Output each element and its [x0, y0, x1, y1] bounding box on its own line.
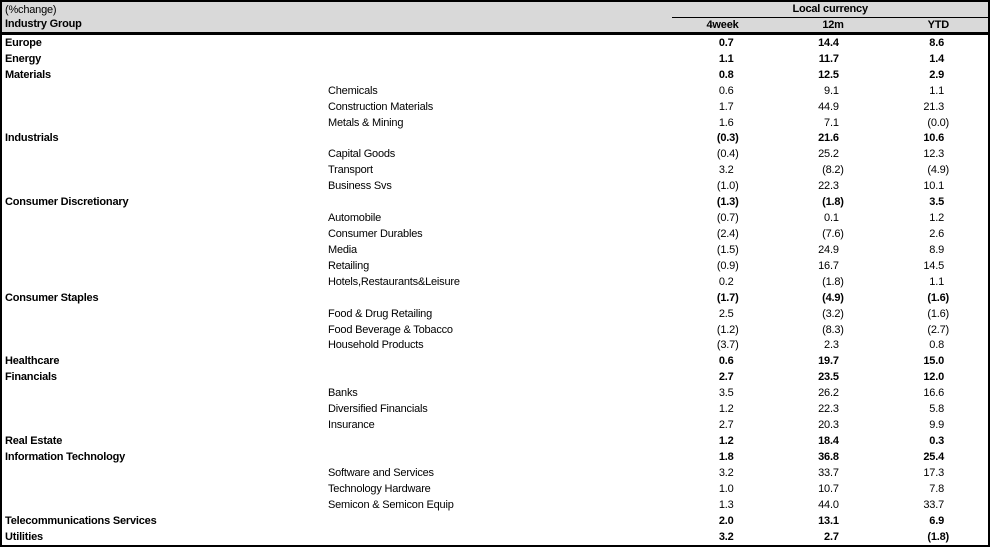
value-text: 14.5 — [923, 259, 944, 272]
value-cell-12m — [778, 449, 883, 465]
subindustry-label: Household Products — [328, 339, 424, 352]
value-cell-4week — [672, 115, 777, 131]
value-text: 2.7 — [824, 530, 839, 543]
value-text: 25.4 — [923, 450, 944, 463]
value-cell-ytd — [883, 338, 989, 354]
industry-label: Information Technology — [5, 450, 126, 463]
value-cell-12m — [778, 369, 883, 385]
value-cell-12m — [778, 433, 883, 449]
industry-label: Financials — [5, 371, 57, 384]
table-row — [1, 131, 989, 147]
value-cell-ytd — [883, 465, 989, 481]
value-cell-ytd — [883, 401, 989, 417]
value-cell-12m — [778, 306, 883, 322]
value-cell-12m — [778, 146, 883, 162]
value-text: 6.9 — [929, 514, 944, 527]
value-cell-4week — [672, 417, 777, 433]
value-cell-4week — [672, 226, 777, 242]
value-cell-ytd — [883, 433, 989, 449]
table-row — [1, 513, 989, 529]
value-text: 0.2 — [718, 275, 734, 288]
value-text: 2.0 — [718, 514, 734, 527]
value-text: 9.9 — [929, 419, 944, 432]
value-text: 19.7 — [818, 355, 839, 368]
value-text: 21.3 — [923, 100, 944, 113]
value-cell-12m — [778, 417, 883, 433]
value-cell-ytd — [883, 131, 989, 147]
value-text: 2.9 — [929, 68, 944, 81]
value-cell-4week — [672, 497, 777, 513]
value-cell-12m — [778, 99, 883, 115]
column-header-12m: 12m — [778, 17, 883, 33]
value-text: (0.9) — [716, 259, 739, 272]
value-cell-4week — [672, 306, 777, 322]
table-row — [1, 162, 989, 178]
value-cell-ytd — [883, 369, 989, 385]
subindustry-label: Automobile — [328, 212, 382, 225]
value-cell-ytd — [883, 481, 989, 497]
table-row — [1, 306, 989, 322]
column-header-ytd: YTD — [883, 17, 989, 33]
value-text: 8.9 — [929, 243, 944, 256]
table-row — [1, 178, 989, 194]
value-text: (0.0) — [927, 116, 949, 129]
value-text: 1.1 — [718, 52, 734, 65]
subindustry-label: Capital Goods — [328, 148, 396, 161]
industry-label: Healthcare — [5, 355, 60, 368]
value-text: 17.3 — [923, 466, 944, 479]
table-row — [1, 322, 989, 338]
value-text: 23.5 — [818, 371, 839, 384]
value-cell-4week — [672, 465, 777, 481]
industry-label: Utilities — [5, 530, 43, 543]
value-cell-12m — [778, 353, 883, 369]
value-cell-12m — [778, 513, 883, 529]
value-text: (2.7) — [927, 323, 949, 336]
value-cell-ytd — [883, 513, 989, 529]
value-cell-ytd — [883, 449, 989, 465]
value-text: 2.7 — [718, 371, 734, 384]
value-cell-ytd — [883, 417, 989, 433]
subindustry-label: Food Beverage & Tobacco — [328, 323, 453, 336]
value-text: 2.3 — [824, 339, 839, 352]
subindustry-label: Insurance — [328, 419, 375, 432]
value-text: 20.3 — [818, 419, 839, 432]
value-cell-12m — [778, 162, 883, 178]
table-row — [1, 194, 989, 210]
value-cell-4week — [672, 210, 777, 226]
column-header-4week: 4week — [672, 17, 777, 33]
value-cell-12m — [778, 465, 883, 481]
table-row — [1, 401, 989, 417]
table-row — [1, 353, 989, 369]
value-text: 13.1 — [818, 514, 839, 527]
value-cell-12m — [778, 83, 883, 99]
value-cell-ytd — [883, 353, 989, 369]
value-text: 3.2 — [718, 530, 734, 543]
value-cell-4week — [672, 513, 777, 529]
local-currency-group-header: Local currency — [672, 1, 989, 17]
value-cell-12m — [778, 242, 883, 258]
value-text: 1.1 — [929, 275, 944, 288]
subindustry-label: Consumer Durables — [328, 228, 423, 240]
value-text: 24.9 — [818, 243, 839, 256]
value-cell-4week — [672, 146, 777, 162]
subindustry-label: Business Svs — [328, 180, 392, 193]
value-cell-4week — [672, 178, 777, 194]
value-text: (1.8) — [822, 196, 844, 209]
table-row — [1, 146, 989, 162]
value-cell-12m — [778, 338, 883, 354]
table-row — [1, 417, 989, 433]
value-cell-4week — [672, 131, 777, 147]
value-cell-12m — [778, 274, 883, 290]
value-cell-12m — [778, 258, 883, 274]
value-text: 1.1 — [929, 84, 944, 97]
value-text: 22.3 — [818, 403, 839, 416]
value-cell-4week — [672, 194, 777, 210]
value-text: 10.7 — [818, 482, 839, 495]
value-cell-12m — [778, 131, 883, 147]
value-cell-12m — [778, 33, 883, 51]
industry-label: Industrials — [5, 132, 59, 145]
value-text: 0.8 — [929, 339, 944, 352]
value-text: 0.3 — [929, 434, 944, 447]
value-cell-ytd — [883, 162, 989, 178]
value-cell-4week — [672, 481, 777, 497]
table-row — [1, 226, 989, 242]
value-text: 12.3 — [923, 148, 944, 161]
value-cell-ytd — [883, 99, 989, 115]
table-row — [1, 385, 989, 401]
value-cell-12m — [778, 385, 883, 401]
value-cell-12m — [778, 322, 883, 338]
value-cell-4week — [672, 162, 777, 178]
value-cell-12m — [778, 178, 883, 194]
value-text: (1.6) — [927, 307, 949, 320]
value-cell-ytd — [883, 529, 989, 546]
table-row — [1, 433, 989, 449]
value-cell-ytd — [883, 274, 989, 290]
table-row — [1, 51, 989, 67]
value-text: 3.2 — [718, 164, 734, 177]
value-text: 3.2 — [718, 466, 734, 479]
table-row — [1, 529, 989, 546]
subindustry-label: Metals & Mining — [328, 116, 404, 129]
value-cell-12m — [778, 67, 883, 83]
value-text: 3.5 — [718, 387, 734, 400]
value-text: 11.7 — [818, 52, 839, 65]
value-text: (8.2) — [822, 164, 844, 177]
value-text: 0.1 — [824, 212, 839, 225]
value-text: (1.8) — [927, 530, 949, 543]
value-text: (1.3) — [716, 196, 739, 209]
table-body — [1, 33, 989, 546]
subindustry-label: Semicon & Semicon Equip — [328, 498, 454, 511]
industry-label: Real Estate — [5, 434, 63, 447]
value-text: 26.2 — [818, 387, 839, 400]
value-text: 8.6 — [929, 36, 944, 49]
value-cell-12m — [778, 401, 883, 417]
value-cell-ytd — [883, 146, 989, 162]
value-text: (1.8) — [822, 275, 844, 288]
value-cell-4week — [672, 433, 777, 449]
value-text: 1.7 — [718, 100, 734, 113]
value-cell-ytd — [883, 115, 989, 131]
value-text: (4.9) — [822, 291, 844, 304]
value-text: 12.5 — [818, 68, 839, 81]
value-text: 7.8 — [929, 482, 944, 495]
industry-label: Energy — [5, 52, 42, 65]
table-row — [1, 481, 989, 497]
subindustry-label: Food & Drug Retailing — [328, 307, 433, 320]
value-text: 2.5 — [718, 307, 734, 320]
table-row — [1, 465, 989, 481]
value-text: (0.7) — [716, 212, 739, 225]
value-cell-4week — [672, 290, 777, 306]
value-text: 0.8 — [718, 68, 734, 81]
value-cell-ytd — [883, 194, 989, 210]
value-text: 1.6 — [718, 116, 734, 129]
value-text: 44.9 — [818, 100, 839, 113]
value-text: (1.7) — [716, 291, 739, 304]
table-row — [1, 99, 989, 115]
subindustry-label: Chemicals — [328, 84, 378, 97]
value-text: 0.6 — [718, 84, 734, 97]
value-text: (2.4) — [716, 228, 739, 240]
value-text: 0.7 — [718, 36, 734, 49]
value-cell-4week — [672, 322, 777, 338]
table-row — [1, 83, 989, 99]
value-cell-12m — [778, 290, 883, 306]
value-cell-4week — [672, 401, 777, 417]
table-row — [1, 67, 989, 83]
table-header — [1, 1, 989, 33]
value-cell-4week — [672, 242, 777, 258]
value-text: 2.7 — [718, 419, 734, 432]
value-cell-ytd — [883, 290, 989, 306]
value-cell-ytd — [883, 322, 989, 338]
industry-label: Consumer Staples — [5, 291, 99, 304]
value-cell-ytd — [883, 210, 989, 226]
value-text: 9.1 — [824, 84, 839, 97]
value-cell-12m — [778, 226, 883, 242]
value-cell-4week — [672, 67, 777, 83]
table-row — [1, 449, 989, 465]
value-cell-4week — [672, 338, 777, 354]
table-row — [1, 338, 989, 354]
value-cell-ytd — [883, 83, 989, 99]
industry-label: Telecommunications Services — [5, 514, 157, 527]
value-cell-4week — [672, 258, 777, 274]
value-text: 16.7 — [818, 259, 839, 272]
value-cell-12m — [778, 529, 883, 546]
subindustry-label: Media — [328, 243, 357, 256]
value-text: 33.7 — [818, 466, 839, 479]
value-cell-4week — [672, 369, 777, 385]
table-row — [1, 258, 989, 274]
subindustry-label: Software and Services — [328, 466, 434, 479]
value-text: 14.4 — [818, 36, 839, 49]
value-cell-4week — [672, 83, 777, 99]
subindustry-label: Banks — [328, 387, 358, 400]
value-cell-4week — [672, 449, 777, 465]
subindustry-label: Retailing — [328, 259, 370, 272]
value-cell-4week — [672, 274, 777, 290]
value-text: 21.6 — [818, 132, 839, 145]
value-text: 1.8 — [718, 450, 734, 463]
table-row — [1, 115, 989, 131]
table-row — [1, 210, 989, 226]
value-text: 2.6 — [929, 228, 944, 240]
industry-group-column-header: Industry Group — [1, 17, 672, 33]
subindustry-label: Transport — [328, 164, 373, 177]
value-text: 16.6 — [923, 387, 944, 400]
value-text: (0.3) — [716, 132, 739, 145]
pct-change-label: (%change) — [5, 3, 57, 16]
subindustry-label: Diversified Financials — [328, 403, 428, 416]
value-text: 1.0 — [718, 482, 734, 495]
value-text: 22.3 — [818, 180, 839, 193]
value-text: (1.5) — [716, 243, 739, 256]
value-cell-ytd — [883, 226, 989, 242]
industry-label: Europe — [5, 36, 42, 49]
value-cell-ytd — [883, 385, 989, 401]
value-text: (1.0) — [716, 180, 739, 193]
industry-label: Consumer Discretionary — [5, 196, 129, 209]
value-cell-4week — [672, 51, 777, 67]
value-cell-12m — [778, 115, 883, 131]
value-cell-ytd — [883, 306, 989, 322]
table-row — [1, 33, 989, 51]
value-text: 10.1 — [923, 180, 944, 193]
value-text: 44.0 — [818, 498, 839, 511]
industry-label: Materials — [5, 68, 51, 81]
value-cell-4week — [672, 353, 777, 369]
value-cell-4week — [672, 99, 777, 115]
value-text: 1.2 — [718, 434, 734, 447]
value-text: 15.0 — [923, 355, 944, 368]
value-cell-4week — [672, 33, 777, 51]
value-text: (1.6) — [927, 291, 949, 304]
value-cell-ytd — [883, 258, 989, 274]
value-text: (3.7) — [716, 339, 739, 352]
value-text: 25.2 — [818, 148, 839, 161]
value-cell-ytd — [883, 33, 989, 51]
table-row — [1, 497, 989, 513]
value-cell-ytd — [883, 242, 989, 258]
table-row — [1, 290, 989, 306]
value-text: (4.9) — [927, 164, 949, 177]
value-text: 5.8 — [929, 403, 944, 416]
header-row-columns — [1, 17, 989, 33]
value-text: (8.3) — [822, 323, 844, 336]
value-cell-12m — [778, 51, 883, 67]
value-cell-12m — [778, 497, 883, 513]
value-text: 1.3 — [718, 498, 734, 511]
value-text: (1.2) — [716, 323, 739, 336]
value-text: 7.1 — [824, 116, 839, 129]
value-cell-12m — [778, 481, 883, 497]
table-row — [1, 274, 989, 290]
value-text: (0.4) — [716, 148, 739, 161]
value-text: (7.6) — [822, 228, 844, 240]
value-text: 1.2 — [718, 403, 734, 416]
value-cell-12m — [778, 194, 883, 210]
value-cell-4week — [672, 385, 777, 401]
value-text: 0.6 — [718, 355, 734, 368]
header-row-group — [1, 1, 989, 17]
subindustry-label: Hotels,Restaurants&Leisure — [328, 275, 460, 288]
value-text: 36.8 — [818, 450, 839, 463]
value-text: 3.5 — [929, 196, 944, 209]
value-cell-ytd — [883, 51, 989, 67]
value-text: 12.0 — [923, 371, 944, 384]
value-cell-ytd — [883, 497, 989, 513]
subindustry-label: Technology Hardware — [328, 482, 431, 495]
value-text: 10.6 — [923, 132, 944, 145]
value-text: (3.2) — [822, 307, 844, 320]
value-text: 1.4 — [929, 52, 944, 65]
value-cell-4week — [672, 529, 777, 546]
subindustry-label: Construction Materials — [328, 100, 434, 113]
value-cell-ytd — [883, 67, 989, 83]
value-cell-12m — [778, 210, 883, 226]
table-row — [1, 242, 989, 258]
value-text: 18.4 — [818, 434, 839, 447]
value-text: 33.7 — [923, 498, 944, 511]
table-row — [1, 369, 989, 385]
value-text: 1.2 — [929, 212, 944, 225]
value-cell-ytd — [883, 178, 989, 194]
